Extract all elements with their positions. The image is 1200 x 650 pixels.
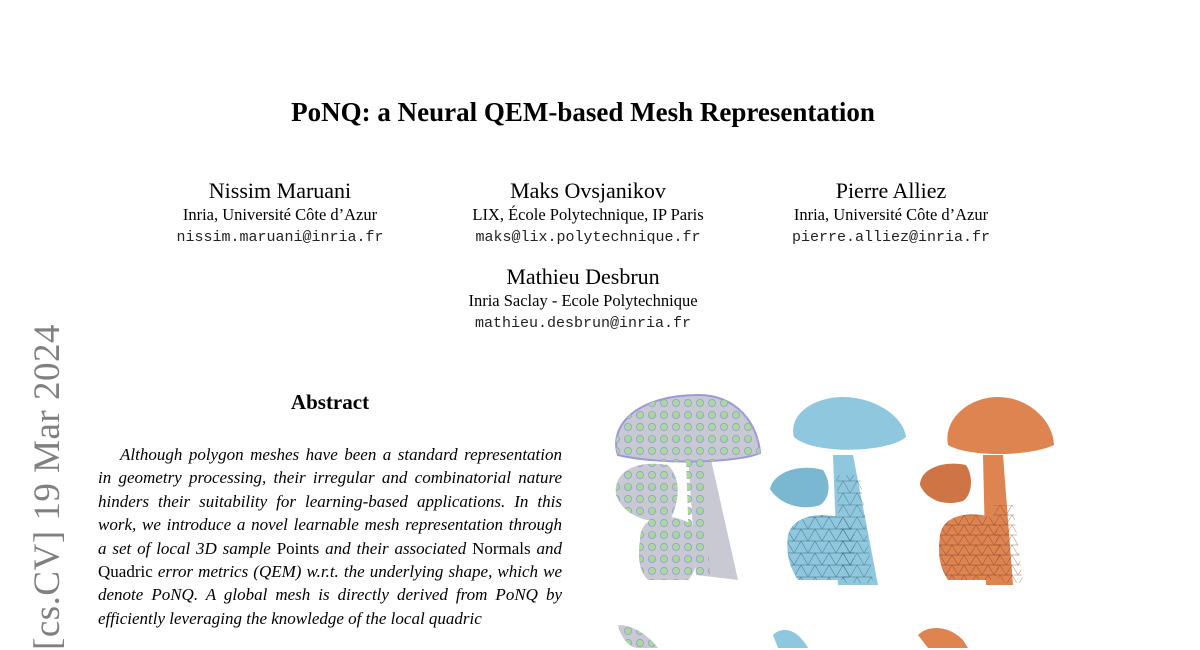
mushroom-mesh-view [770,397,906,648]
abstract-text [98,443,562,630]
author-affiliation: Inria, Université Côte d’Azur [793,205,989,224]
abstract-heading: Abstract [290,390,370,414]
abstract-text-part: Although polygon meshes have been a standard representation in geometry processing, their irregular and combinatorial nature hinders their suitability for learning-based applications. In this work, we introduce a novel learnable mesh representation through a set of local 3D sample [98,445,562,558]
abstract-text-part: and their associated [319,538,473,558]
mushroom-surface-view [918,397,1054,648]
author-block [428,178,748,250]
author-name: Pierre Alliez [835,178,947,203]
author-email: maks@lix.polytechnique.fr [475,229,701,246]
author-block [120,178,440,250]
author-affiliation: Inria Saclay - Ecole Polytechnique [468,291,698,310]
author-email: mathieu.desbrun@inria.fr [474,315,692,332]
teaser-figure [598,385,1078,648]
author-affiliation: Inria, Université Côte d’Azur [182,205,378,224]
abstract-text-part: error metrics (QEM) w.r.t. the underlying shape, which we denote PoNQ. A global mesh is directly derived from PoNQ by efficiently leveraging the knowledge of the local quadric [98,562,562,628]
author-affiliation: LIX, École Polytechnique, IP Paris [472,205,704,224]
author-block [731,178,1051,250]
author-email: pierre.alliez@inria.fr [791,229,991,246]
author-name: Maks Ovsjanikov [510,178,666,203]
abstract-term: Normals [472,538,531,558]
abstract-text-part: and [530,538,562,558]
author-name: Mathieu Desbrun [506,264,660,289]
author-name: Nissim Maruani [208,178,352,203]
author-block [423,264,743,336]
abstract-term: Quadric [98,562,153,582]
author-email: nissim.maruani@inria.fr [176,229,384,246]
arxiv-stamp: [cs.CV] 19 Mar 2024 [27,323,68,650]
abstract-term: Points [276,538,320,558]
mushroom-points-view [616,395,760,648]
paper-title: PoNQ: a Neural QEM-based Mesh Representation [291,97,875,127]
